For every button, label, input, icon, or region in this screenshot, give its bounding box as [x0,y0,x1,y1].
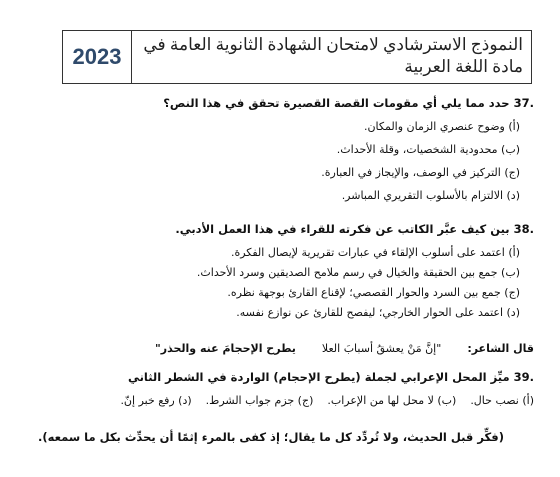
q39-option-b[interactable]: (ب) لا محل لها من الإعراب. [327,394,457,407]
poet-label: قال الشاعر: [467,342,534,355]
q39-options [8,392,534,410]
q37-option-c[interactable]: (ج) التركيز في الوصف، والإيجاز في العبارة. [321,166,520,179]
q38-option-b[interactable]: (ب) جمع بين الحقيقة والخيال في رسم ملامح الصديقين وسرد الأحداث. [196,266,520,279]
q37-option-b[interactable]: (ب) محدودية الشخصيات، وقلة الأحداث. [336,143,520,156]
q37-option-a[interactable]: (أ) وضوح عنصري الزمان والمكان. [363,120,520,133]
question-text: حدد مما يلي أي مقومات القصة القصيرة تحقق في هذا النص؟ [163,96,510,110]
q39-option-d[interactable]: (د) رفع خبر إنّ. [120,394,192,407]
q39-option-c[interactable]: (ج) جزم جواب الشرط. [205,394,314,407]
exam-year: 2023 [63,31,132,83]
exam-title: النموذج الاسترشادي لامتحان الشهادة الثانوية العامة في مادة اللغة العربية [143,35,523,76]
question-37 [8,94,534,112]
question-number: .39 [513,370,534,384]
question-number: .38 [513,222,534,236]
closing-quote: (فكِّر قبل الحديث، ولا تُردِّد كل ما يقال؛ إذ كفى بالمرء إثمًا أن يحدِّث بكل ما سمعه). [38,430,504,444]
question-text: ميِّز المحل الإعرابي لجملة (يطرح الإحجام) الواردة في الشطر الثاني [127,370,510,384]
verse-first-half: "إنَّ مَنْ يعشقُ أسبابَ العلا [321,342,442,355]
q37-option-d[interactable]: (د) الالتزام بالأسلوب التقريري المباشر. [341,189,520,202]
verse-second-half: يطرح الإحجامَ عنه والحذر" [155,342,296,355]
question-number: .37 [513,96,534,110]
exam-header [62,30,532,84]
exam-content [8,94,534,446]
q38-option-d[interactable]: (د) اعتمد على الحوار الخارجي؛ ليفصح للقارئ عن نوازع نفسه. [236,306,520,319]
q38-option-a[interactable]: (أ) اعتمد على أسلوب الإلقاء في عبارات تقريرية لإيصال الفكرة. [230,246,520,259]
poet-line [8,340,534,358]
q39-option-a[interactable]: (أ) نصب حال. [470,394,534,407]
question-38 [8,220,534,238]
q38-option-c[interactable]: (ج) جمع بين السرد والحوار القصصي؛ لإقناع القارئ بوجهة نظره. [227,286,520,299]
question-text: بين كيف عبَّر الكاتب عن فكرته للقراء في هذا العمل الأدبي. [175,222,510,236]
question-39 [8,368,534,386]
